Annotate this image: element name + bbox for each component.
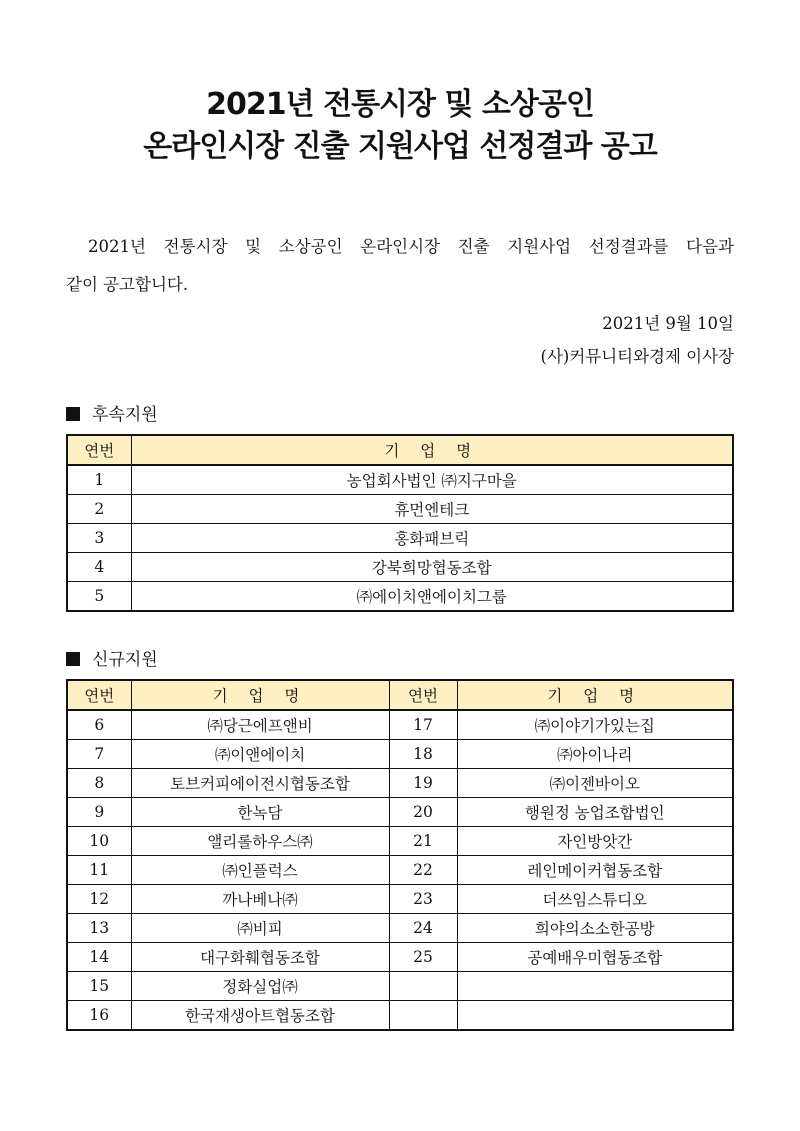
company-name: 정화실업㈜ (131, 972, 389, 1001)
table-row (67, 582, 733, 612)
table-row (67, 710, 733, 740)
table-row (67, 914, 733, 943)
table-row (67, 553, 733, 582)
row-number: 5 (67, 582, 131, 612)
table-row (67, 769, 733, 798)
row-number: 23 (389, 885, 457, 914)
row-number: 14 (67, 943, 131, 972)
header-no-right: 연번 (389, 680, 457, 710)
company-name: 자인방앗간 (457, 827, 733, 856)
header-company-right: 기 업 명 (457, 680, 733, 710)
company-name: 더쓰임스튜디오 (457, 885, 733, 914)
company-name: 대구화훼협동조합 (131, 943, 389, 972)
table-row (67, 972, 733, 1001)
row-number: 20 (389, 798, 457, 827)
header-company-left: 기 업 명 (131, 680, 389, 710)
title-line-2: 온라인시장 진출 지원사업 선정결과 공고 (143, 129, 657, 164)
table-row (67, 943, 733, 972)
row-number: 16 (67, 1001, 131, 1031)
section-new-label: 신규지원 (92, 650, 158, 670)
company-name: 홍화패브릭 (131, 524, 733, 553)
intro-paragraph (66, 228, 734, 304)
header-no: 연번 (67, 435, 131, 465)
row-number: 8 (67, 769, 131, 798)
table-header-row (67, 435, 733, 465)
section-follow-up-title (66, 400, 158, 425)
company-name: 까나베나㈜ (131, 885, 389, 914)
row-number: 10 (67, 827, 131, 856)
row-number: 3 (67, 524, 131, 553)
row-number: 25 (389, 943, 457, 972)
table-row (67, 885, 733, 914)
table-row (67, 465, 733, 495)
row-number: 4 (67, 553, 131, 582)
table-row (67, 740, 733, 769)
header-company: 기 업 명 (131, 435, 733, 465)
section-follow-up-label: 후속지원 (92, 405, 158, 425)
company-name: ㈜이앤에이치 (131, 740, 389, 769)
square-bullet-icon (66, 652, 80, 666)
company-name: 농업회사법인 ㈜지구마을 (131, 465, 733, 495)
company-name: 공예배우미협동조합 (457, 943, 733, 972)
table-row (67, 827, 733, 856)
row-number: 9 (67, 798, 131, 827)
row-number: 13 (67, 914, 131, 943)
header-no-left: 연번 (67, 680, 131, 710)
row-number: 15 (67, 972, 131, 1001)
row-number: 12 (67, 885, 131, 914)
intro-line-2: 같이 공고합니다. (66, 275, 189, 294)
company-name (457, 972, 733, 1001)
table-row (67, 524, 733, 553)
row-number: 11 (67, 856, 131, 885)
follow-up-support-table (66, 434, 734, 612)
company-name: 행원정 농업조합법인 (457, 798, 733, 827)
company-name: 한녹담 (131, 798, 389, 827)
company-name: 앨리롤하우스㈜ (131, 827, 389, 856)
section-new-title (66, 645, 158, 670)
row-number: 2 (67, 495, 131, 524)
table-row (67, 798, 733, 827)
company-name: 토브커피에이전시협동조합 (131, 769, 389, 798)
row-number: 18 (389, 740, 457, 769)
company-name: ㈜당근에프앤비 (131, 710, 389, 740)
company-name: ㈜이젠바이오 (457, 769, 733, 798)
company-name: ㈜아이나리 (457, 740, 733, 769)
row-number: 24 (389, 914, 457, 943)
company-name: 희야의소소한공방 (457, 914, 733, 943)
company-name: 강북희망협동조합 (131, 553, 733, 582)
row-number (389, 1001, 457, 1031)
row-number: 7 (67, 740, 131, 769)
table-row (67, 1001, 733, 1031)
square-bullet-icon (66, 407, 80, 421)
row-number: 19 (389, 769, 457, 798)
row-number: 22 (389, 856, 457, 885)
company-name: 레인메이커협동조합 (457, 856, 733, 885)
company-name: ㈜에이치앤에이치그룹 (131, 582, 733, 612)
row-number (389, 972, 457, 1001)
table-header-row (67, 680, 733, 710)
table-row (67, 495, 733, 524)
row-number: 6 (67, 710, 131, 740)
row-number: 21 (389, 827, 457, 856)
new-support-table (66, 679, 734, 1031)
title-line-1: 2021년 전통시장 및 소상공인 (206, 87, 594, 122)
company-name: ㈜이야기가있는집 (457, 710, 733, 740)
company-name: 한국재생아트협동조합 (131, 1001, 389, 1031)
table-row (67, 856, 733, 885)
row-number: 17 (389, 710, 457, 740)
company-name: 휴먼엔테크 (131, 495, 733, 524)
company-name: ㈜인플럭스 (131, 856, 389, 885)
announcement-date: 2021년 9월 10일 (602, 314, 734, 333)
intro-line-1: 2021년 전통시장 및 소상공인 온라인시장 진출 지원사업 선정결과를 다음과 (88, 237, 734, 256)
company-name (457, 1001, 733, 1031)
signatory: (사)커뮤니티와경제 이사장 (540, 347, 734, 366)
document-title (0, 84, 800, 168)
company-name: ㈜비피 (131, 914, 389, 943)
row-number: 1 (67, 465, 131, 495)
